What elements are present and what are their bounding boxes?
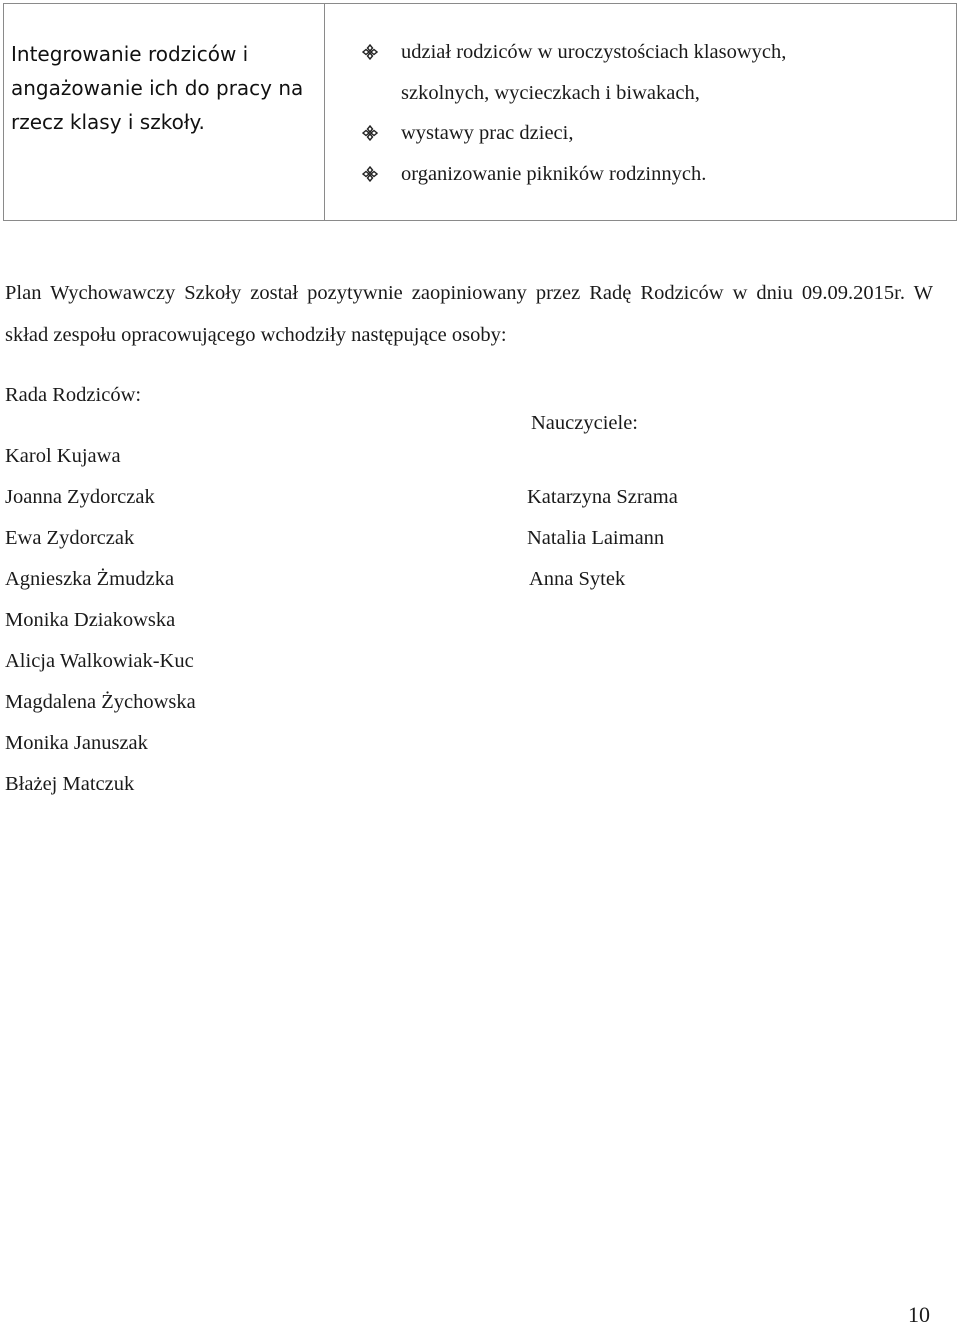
- bullet-text: udział rodziców w uroczystościach klasowych,: [401, 41, 787, 63]
- teachers-label: Nauczyciele:: [531, 412, 638, 434]
- list-item: Natalia Laimann: [527, 527, 665, 549]
- list-item: Ewa Zydorczak: [5, 527, 135, 549]
- table-right-cell: [325, 4, 956, 220]
- parents-council-label: Rada Rodziców:: [5, 384, 142, 406]
- bullet-text: szkolnych, wycieczkach i biwakach,: [401, 81, 700, 104]
- list-item: Katarzyna Szrama: [527, 486, 678, 508]
- list-item: Monika Januszak: [5, 732, 148, 754]
- list-item: Karol Kujawa: [5, 445, 121, 467]
- list-item: Błażej Matczuk: [5, 773, 135, 795]
- approval-paragraph: Plan Wychowawczy Szkoły został pozytywnie zaopiniowany przez Radę Rodziców w dniu 09.09.2015r. W skład zespołu opracowującego wchodziły następujące osoby:: [5, 282, 933, 346]
- bullet-item: [358, 154, 786, 195]
- diamond-bullet-icon: [362, 166, 378, 182]
- bullet-text: wystawy prac dzieci,: [401, 122, 574, 144]
- list-item: Anna Sytek: [529, 568, 626, 590]
- list-item: Joanna Zydorczak: [5, 486, 155, 508]
- bullet-text: organizowanie pikników rodzinnych.: [401, 162, 707, 185]
- teachers-names-list: [527, 477, 678, 600]
- activities-table: [3, 3, 957, 221]
- list-item: Agnieszka Żmudzka: [5, 568, 175, 590]
- list-item: Monika Dziakowska: [5, 609, 176, 631]
- diamond-bullet-icon: [362, 125, 378, 141]
- bullet-continuation: [358, 73, 786, 114]
- list-item: Alicja Walkowiak-Kuc: [5, 650, 194, 672]
- list-item: Magdalena Żychowska: [5, 691, 196, 713]
- page-number: 10: [908, 1302, 930, 1327]
- table-topic-text: Integrowanie rodziców i angażowanie ich do pracy na rzecz klasy i szkoły.: [11, 42, 304, 134]
- bullet-item: [358, 113, 786, 154]
- bullet-item: [358, 32, 786, 73]
- table-left-cell: [4, 4, 325, 220]
- parents-names-list: [5, 436, 196, 805]
- activities-bullet-list: [358, 32, 786, 194]
- diamond-bullet-icon: [362, 44, 378, 60]
